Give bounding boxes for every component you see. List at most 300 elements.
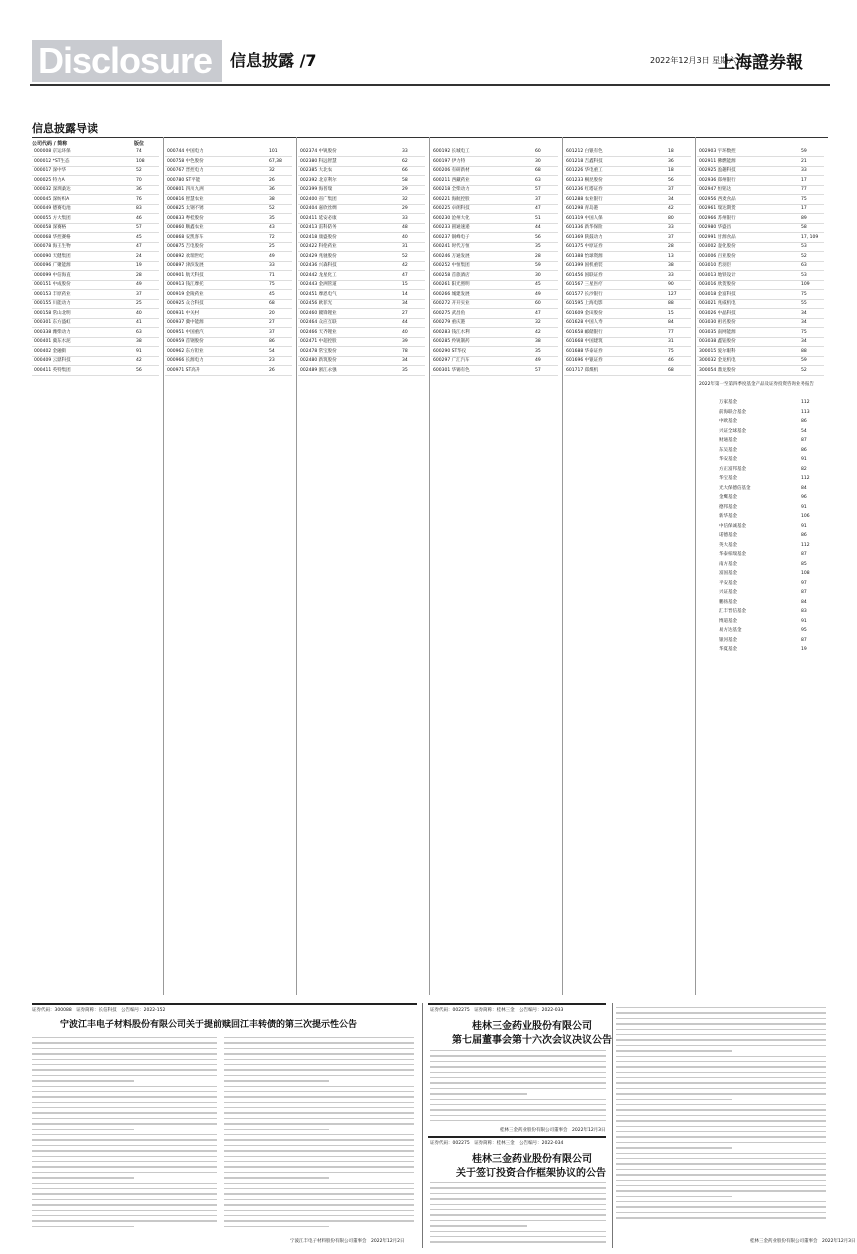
guide-row-rule bbox=[165, 346, 292, 347]
text-line bbox=[32, 1193, 217, 1194]
guide-row-rule bbox=[697, 318, 824, 319]
guide-company: 600279 重庆港 bbox=[433, 320, 466, 325]
guide-company: 601567 三星医疗 bbox=[566, 282, 603, 287]
text-line bbox=[32, 1042, 217, 1043]
guide-company: 002460 赣锋锂业 bbox=[300, 310, 337, 316]
text-line bbox=[224, 1139, 414, 1140]
guide-company: 003006 百亚股份 bbox=[699, 253, 736, 259]
guide-company: 002443 金洲管道 bbox=[300, 282, 337, 287]
guide-company: 601336 新华保险 bbox=[566, 225, 603, 230]
text-line bbox=[430, 1236, 606, 1237]
guide-row-rule bbox=[165, 261, 292, 262]
text-line bbox=[616, 1163, 826, 1164]
guide-company: 002418 康盛股份 bbox=[300, 234, 337, 240]
text-line bbox=[616, 1007, 826, 1008]
text-line bbox=[224, 1188, 414, 1189]
fund-page-number: 87 bbox=[801, 637, 807, 643]
guide-row-rule bbox=[32, 261, 159, 262]
guide-page-number: 67,38 bbox=[269, 158, 282, 164]
guide-row-rule bbox=[165, 375, 292, 376]
text-line bbox=[616, 1099, 732, 1100]
guide-company: 000411 英特集团 bbox=[34, 367, 71, 373]
guide-row-rule bbox=[564, 356, 691, 357]
guide-page-number: 14 bbox=[402, 291, 408, 297]
guide-page-number: 47 bbox=[535, 310, 541, 316]
guide-company: 002471 中超控股 bbox=[300, 339, 337, 344]
guide-row-rule bbox=[431, 270, 558, 271]
text-line bbox=[224, 1123, 414, 1124]
guide-company: 000301 东方盛虹 bbox=[34, 320, 71, 325]
guide-row-rule bbox=[32, 242, 159, 243]
guide-row-rule bbox=[431, 337, 558, 338]
guide-page-number: 57 bbox=[136, 225, 142, 230]
fund-name: 博道基金 bbox=[719, 618, 737, 624]
guide-row-rule bbox=[298, 318, 425, 319]
guide-company: 000951 中国重汽 bbox=[167, 329, 204, 335]
text-line bbox=[32, 1037, 217, 1038]
guide-row-rule bbox=[165, 280, 292, 281]
guide-company: 002991 甘源食品 bbox=[699, 234, 736, 240]
text-line bbox=[224, 1215, 414, 1216]
guide-row-rule bbox=[298, 194, 425, 195]
fund-name: 平安基金 bbox=[719, 580, 737, 586]
text-line bbox=[616, 1174, 826, 1175]
fund-name: 金鹰基金 bbox=[719, 495, 737, 500]
guide-company: 003002 壶化股份 bbox=[699, 244, 736, 249]
ann1-meta: 证券代码：300088 证券简称：长信科技 公告编号：2022-152 bbox=[32, 1008, 166, 1013]
guide-page-number: 84 bbox=[668, 320, 674, 325]
text-line bbox=[32, 1183, 217, 1184]
guide-page-number: 52 bbox=[402, 253, 408, 259]
fund-page-number: 84 bbox=[801, 599, 807, 605]
guide-page-number: 46 bbox=[136, 215, 142, 221]
guide-company: 000868 安凯客车 bbox=[167, 234, 204, 240]
text-line bbox=[32, 1118, 217, 1119]
guide-company: 600237 铜峰电子 bbox=[433, 234, 470, 240]
text-line bbox=[430, 1115, 606, 1116]
guide-page-number: 25 bbox=[269, 244, 275, 249]
guide-row-rule bbox=[431, 185, 558, 186]
ann3-title-line2: 关于签订投资合作框架协议的公告 bbox=[456, 1168, 606, 1179]
text-line bbox=[32, 1177, 134, 1178]
guide-page-number: 77 bbox=[668, 329, 674, 335]
guide-company: 000913 钱江摩托 bbox=[167, 282, 204, 287]
text-line bbox=[32, 1199, 217, 1200]
guide-row-rule bbox=[32, 375, 159, 376]
text-line bbox=[616, 1126, 826, 1127]
guide-row-rule bbox=[298, 270, 425, 271]
guide-page-number: 62 bbox=[402, 158, 408, 164]
guide-row-rule bbox=[564, 346, 691, 347]
text-line bbox=[224, 1091, 414, 1092]
text-line bbox=[430, 1120, 606, 1121]
text-line bbox=[32, 1145, 217, 1146]
guide-page-number: 68 bbox=[535, 168, 541, 173]
text-line bbox=[430, 1225, 527, 1226]
guide-page-number: 57 bbox=[535, 187, 541, 192]
text-line bbox=[616, 1142, 826, 1143]
guide-page-number: 26 bbox=[269, 177, 275, 183]
guide-page-number: 40 bbox=[402, 329, 408, 335]
guide-page-number: 37 bbox=[269, 329, 275, 335]
guide-page-number: 44 bbox=[402, 320, 408, 325]
guide-page-number: 75 bbox=[801, 196, 807, 202]
guide-company: 000971 ST高升 bbox=[167, 367, 201, 373]
guide-page-number: 66 bbox=[402, 168, 408, 173]
guide-page-number: 18 bbox=[668, 168, 674, 173]
text-line bbox=[224, 1042, 414, 1043]
guide-page-number: 68 bbox=[668, 367, 674, 373]
guide-page-number: 56 bbox=[535, 234, 541, 240]
text-line bbox=[616, 1153, 826, 1154]
guide-page-number: 26 bbox=[269, 367, 275, 373]
guide-company: 002411 延安必康 bbox=[300, 215, 337, 221]
guide-page-number: 44 bbox=[535, 225, 541, 230]
guide-row-rule bbox=[32, 270, 159, 271]
guide-row-rule bbox=[32, 232, 159, 233]
ann2-title-line2: 第七届董事会第十六次会议决议公告 bbox=[452, 1035, 612, 1046]
guide-row-rule bbox=[564, 213, 691, 214]
guide-page-number: 34 bbox=[801, 339, 807, 344]
fund-name: 华宝基金 bbox=[719, 476, 737, 481]
guide-page-number: 55 bbox=[801, 301, 807, 306]
guide-company: 002374 中锐股份 bbox=[300, 149, 337, 154]
guide-row-rule bbox=[697, 280, 824, 281]
text-line bbox=[430, 1198, 606, 1199]
guide-page-number: 40 bbox=[402, 234, 408, 240]
guide-row-rule bbox=[431, 299, 558, 300]
text-line bbox=[224, 1118, 414, 1119]
guide-company: 000744 中国电力 bbox=[167, 149, 204, 154]
guide-company: 600297 广汇汽车 bbox=[433, 358, 470, 363]
guide-row-rule bbox=[431, 232, 558, 233]
section-title: 信息披露 /7 bbox=[230, 51, 317, 70]
fund-page-number: 113 bbox=[801, 409, 810, 415]
guide-row-rule bbox=[564, 318, 691, 319]
text-line bbox=[616, 1072, 826, 1073]
guide-company: 003035 南网能源 bbox=[699, 329, 736, 335]
guide-row-rule bbox=[32, 213, 159, 214]
guide-company: 000153 丰原药业 bbox=[34, 291, 71, 297]
guide-page-number: 35 bbox=[535, 244, 541, 249]
guide-page-number: 52 bbox=[136, 168, 142, 173]
guide-page-number: 37 bbox=[535, 196, 541, 202]
guide-row-rule bbox=[32, 156, 159, 157]
fund-name: 德邦基金 bbox=[719, 504, 737, 510]
text-line bbox=[616, 1029, 826, 1030]
guide-company: 000045 深纺织A bbox=[34, 196, 70, 202]
fund-name: 中欧基金 bbox=[719, 419, 737, 424]
guide-row-rule bbox=[431, 166, 558, 167]
fund-page-number: 91 bbox=[801, 618, 807, 624]
guide-row-rule bbox=[32, 346, 159, 347]
guide-company: 000099 中信海直 bbox=[34, 272, 71, 278]
text-line bbox=[616, 1201, 826, 1202]
guide-company: 000151 中成股份 bbox=[34, 282, 71, 287]
guide-company: 000767 晋控电力 bbox=[167, 168, 204, 173]
guide-company: 601236 红塔证券 bbox=[566, 187, 603, 192]
guide-row-rule bbox=[165, 270, 292, 271]
guide-company: 000962 东方钽业 bbox=[167, 348, 204, 354]
text-line bbox=[32, 1210, 217, 1211]
guide-company: 002456 欧菲光 bbox=[300, 301, 333, 306]
guide-company: 000758 中色股份 bbox=[167, 158, 204, 164]
guide-page-number: 48 bbox=[402, 225, 408, 230]
guide-page-number: 28 bbox=[668, 244, 674, 249]
guide-company: 002422 科伦药业 bbox=[300, 244, 337, 249]
guide-page-number: 34 bbox=[801, 320, 807, 325]
guide-row-rule bbox=[32, 175, 159, 176]
guide-page-number: 63 bbox=[136, 329, 142, 335]
text-line bbox=[224, 1193, 414, 1194]
guide-row-rule bbox=[697, 213, 824, 214]
guide-company: 000860 顺鑫农业 bbox=[167, 225, 204, 230]
guide-company: 002380 科远智慧 bbox=[300, 158, 337, 164]
guide-company: 600252 中恒集团 bbox=[433, 263, 470, 268]
guide-page-number: 53 bbox=[801, 272, 807, 278]
guide-page-number: 75 bbox=[801, 291, 807, 297]
guide-company: 002980 华盛昌 bbox=[699, 225, 732, 230]
guide-company: 003013 地铁设计 bbox=[699, 272, 736, 278]
text-line bbox=[430, 1099, 606, 1100]
guide-company: 600275 武昌鱼 bbox=[433, 310, 466, 316]
guide-page-number: 43 bbox=[269, 225, 275, 230]
guide-company: 600258 首旅酒店 bbox=[433, 272, 470, 278]
guide-company: 002903 宇环数控 bbox=[699, 149, 736, 154]
guide-row-rule bbox=[431, 346, 558, 347]
guide-row-rule bbox=[564, 204, 691, 205]
guide-page-number: 68 bbox=[269, 301, 275, 306]
fund-page-number: 82 bbox=[801, 466, 807, 472]
guide-row-rule bbox=[298, 375, 425, 376]
guide-company: 000801 四川九洲 bbox=[167, 187, 204, 192]
guide-company: 000058 深赛格 bbox=[34, 225, 67, 230]
guide-page-number: 17, 109 bbox=[801, 234, 819, 240]
text-line bbox=[616, 1158, 826, 1159]
guide-page-number: 17 bbox=[801, 206, 807, 211]
text-line bbox=[224, 1086, 414, 1087]
guide-page-number: 34 bbox=[402, 358, 408, 363]
guide-row-rule bbox=[697, 375, 824, 376]
guide-page-number: 30 bbox=[535, 158, 541, 164]
guide-page-number: 58 bbox=[801, 225, 807, 230]
guide-page-number: 49 bbox=[535, 358, 541, 363]
fund-name: 万家基金 bbox=[719, 400, 737, 405]
guide-page-number: 27 bbox=[269, 320, 275, 325]
guide-row-rule bbox=[564, 232, 691, 233]
guide-page-number: 38 bbox=[535, 339, 541, 344]
guide-company: 000158 常山北明 bbox=[34, 310, 71, 316]
guide-page-number: 47 bbox=[402, 272, 408, 278]
guide-header-page: 版位 bbox=[134, 141, 145, 147]
text-line bbox=[32, 1204, 217, 1205]
guide-title: 信息披露导读 bbox=[32, 122, 98, 135]
text-line bbox=[32, 1102, 217, 1103]
guide-page-number: 42 bbox=[668, 206, 674, 211]
guide-company: 002466 天齐锂业 bbox=[300, 329, 337, 335]
guide-row-rule bbox=[697, 232, 824, 233]
text-line bbox=[224, 1059, 414, 1060]
ann3-meta: 证券代码：002275 证券简称：桂林三金 公告编号：2022-034 bbox=[430, 1141, 564, 1146]
text-line bbox=[224, 1053, 414, 1054]
guide-row-rule bbox=[431, 156, 558, 157]
guide-row-rule bbox=[697, 261, 824, 262]
guide-company: 000049 德赛电池 bbox=[34, 206, 71, 211]
guide-company: 002429 兆驰股份 bbox=[300, 253, 337, 259]
guide-page-number: 52 bbox=[801, 253, 807, 259]
guide-row-rule bbox=[697, 365, 824, 366]
guide-row-rule bbox=[165, 308, 292, 309]
text-line bbox=[224, 1183, 414, 1184]
guide-row-rule bbox=[165, 204, 292, 205]
guide-row-rule bbox=[431, 327, 558, 328]
guide-page-number: 83 bbox=[136, 206, 142, 211]
guide-row-rule bbox=[431, 251, 558, 252]
guide-company: 000959 首钢股份 bbox=[167, 339, 204, 344]
text-line bbox=[224, 1204, 414, 1205]
guide-page-number: 30 bbox=[535, 272, 541, 278]
text-line bbox=[430, 1061, 606, 1062]
guide-row-rule bbox=[298, 327, 425, 328]
guide-company: 000401 冀东水泥 bbox=[34, 339, 71, 344]
guide-company: 600261 阳光照明 bbox=[433, 282, 470, 287]
guide-page-number: 17 bbox=[801, 177, 807, 183]
guide-page-number: 36 bbox=[668, 158, 674, 164]
guide-company: 601288 农业银行 bbox=[566, 196, 603, 202]
guide-page-number: 91 bbox=[136, 348, 142, 354]
text-line bbox=[224, 1226, 329, 1227]
text-line bbox=[224, 1161, 414, 1162]
guide-row-rule bbox=[431, 375, 558, 376]
guide-page-number: 56 bbox=[136, 367, 142, 373]
guide-row-rule bbox=[32, 299, 159, 300]
text-line bbox=[32, 1161, 217, 1162]
guide-company: 002442 龙星化工 bbox=[300, 272, 337, 278]
fund-page-number: 86 bbox=[801, 447, 807, 453]
text-line bbox=[616, 1088, 826, 1089]
text-line bbox=[32, 1069, 217, 1070]
guide-company: 002925 盈趣科技 bbox=[699, 168, 736, 173]
guide-page-number: 75 bbox=[668, 348, 674, 354]
fund-page-number: 87 bbox=[801, 438, 807, 443]
text-line bbox=[224, 1210, 414, 1211]
guide-page-number: 36 bbox=[269, 187, 275, 192]
text-line bbox=[430, 1066, 606, 1067]
guide-page-number: 52 bbox=[801, 367, 807, 373]
guide-page-number: 32 bbox=[402, 196, 408, 202]
guide-row-rule bbox=[431, 308, 558, 309]
guide-company: 600192 长城电工 bbox=[433, 149, 470, 154]
guide-company: 601233 桐昆股份 bbox=[566, 177, 603, 183]
guide-company: 600230 沧州大化 bbox=[433, 215, 470, 221]
fund-page-number: 112 bbox=[801, 400, 810, 405]
guide-row-rule bbox=[564, 375, 691, 376]
guide-row-rule bbox=[697, 194, 824, 195]
text-line bbox=[224, 1096, 414, 1097]
guide-page-number: 35 bbox=[402, 367, 408, 373]
guide-page-number: 31 bbox=[402, 244, 408, 249]
guide-company: 003016 欣贺股份 bbox=[699, 282, 736, 287]
text-line bbox=[430, 1241, 606, 1242]
guide-company: 002413 雷科防务 bbox=[300, 225, 337, 230]
guide-row-rule bbox=[697, 242, 824, 243]
guide-company: 002478 常宝股份 bbox=[300, 348, 337, 354]
guide-row-rule bbox=[32, 204, 159, 205]
guide-row-rule bbox=[165, 365, 292, 366]
guide-row-rule bbox=[697, 289, 824, 290]
fund-name: 前海联合基金 bbox=[719, 409, 746, 415]
guide-row-rule bbox=[564, 223, 691, 224]
text-line bbox=[32, 1188, 217, 1189]
guide-company: 600233 圆通速递 bbox=[433, 225, 470, 230]
guide-row-rule bbox=[165, 213, 292, 214]
guide-page-number: 60 bbox=[535, 149, 541, 154]
text-line bbox=[616, 1034, 826, 1035]
guide-page-number: 34 bbox=[668, 196, 674, 202]
ann1-body-left bbox=[32, 1037, 217, 1231]
ann2-meta: 证券代码：002275 证券简称：桂林三金 公告编号：2022-033 bbox=[430, 1008, 564, 1013]
guide-row-rule bbox=[564, 194, 691, 195]
guide-row-rule bbox=[564, 175, 691, 176]
guide-page-number: 56 bbox=[668, 177, 674, 183]
fund-name: 汇丰晋信基金 bbox=[719, 609, 746, 614]
fund-report-note: 2022年第一至第四季度基金产品及证券投资咨询业务报告 bbox=[699, 382, 814, 387]
guide-page-number: 32 bbox=[269, 168, 275, 173]
guide-company: 600221 海航控股 bbox=[433, 196, 470, 202]
guide-company: 600218 全柴动力 bbox=[433, 187, 470, 192]
guide-company: 003038 鑫铂股份 bbox=[699, 339, 736, 344]
guide-row-rule bbox=[697, 356, 824, 357]
guide-row-rule bbox=[298, 251, 425, 252]
guide-row-rule bbox=[32, 327, 159, 328]
text-line bbox=[616, 1104, 826, 1105]
guide-page-number: 40 bbox=[136, 310, 142, 316]
text-line bbox=[430, 1209, 606, 1210]
guide-column-divider bbox=[695, 137, 696, 995]
text-line bbox=[616, 1077, 826, 1078]
fund-name: 华泰柏瑞基金 bbox=[719, 552, 746, 557]
fund-page-number: 54 bbox=[801, 428, 807, 434]
text-line bbox=[616, 1109, 826, 1110]
guide-row-rule bbox=[32, 308, 159, 309]
guide-page-number: 42 bbox=[535, 329, 541, 335]
guide-row-rule bbox=[564, 270, 691, 271]
announcement-guilin-board bbox=[428, 1003, 606, 1005]
text-line bbox=[224, 1107, 414, 1108]
guide-row-rule bbox=[431, 175, 558, 176]
text-line bbox=[616, 1066, 826, 1067]
guide-page-number: 63 bbox=[801, 263, 807, 268]
text-line bbox=[32, 1091, 217, 1092]
guide-row-rule bbox=[431, 261, 558, 262]
text-line bbox=[430, 1093, 527, 1094]
guide-row-rule bbox=[564, 280, 691, 281]
header-rule bbox=[30, 84, 830, 86]
guide-page-number: 75 bbox=[269, 282, 275, 287]
guide-page-number: 78 bbox=[402, 348, 408, 354]
guide-page-number: 59 bbox=[535, 263, 541, 268]
fund-name: 鹏扬基金 bbox=[719, 599, 737, 605]
guide-company: 002385 大北农 bbox=[300, 168, 333, 173]
guide-page-number: 59 bbox=[801, 149, 807, 154]
guide-page-number: 33 bbox=[801, 168, 807, 173]
guide-page-number: 88 bbox=[801, 348, 807, 354]
guide-page-number: 19 bbox=[136, 263, 142, 268]
guide-row-rule bbox=[32, 280, 159, 281]
guide-page-number: 49 bbox=[269, 253, 275, 259]
fund-name: 银河基金 bbox=[719, 637, 737, 643]
guide-row-rule bbox=[697, 337, 824, 338]
